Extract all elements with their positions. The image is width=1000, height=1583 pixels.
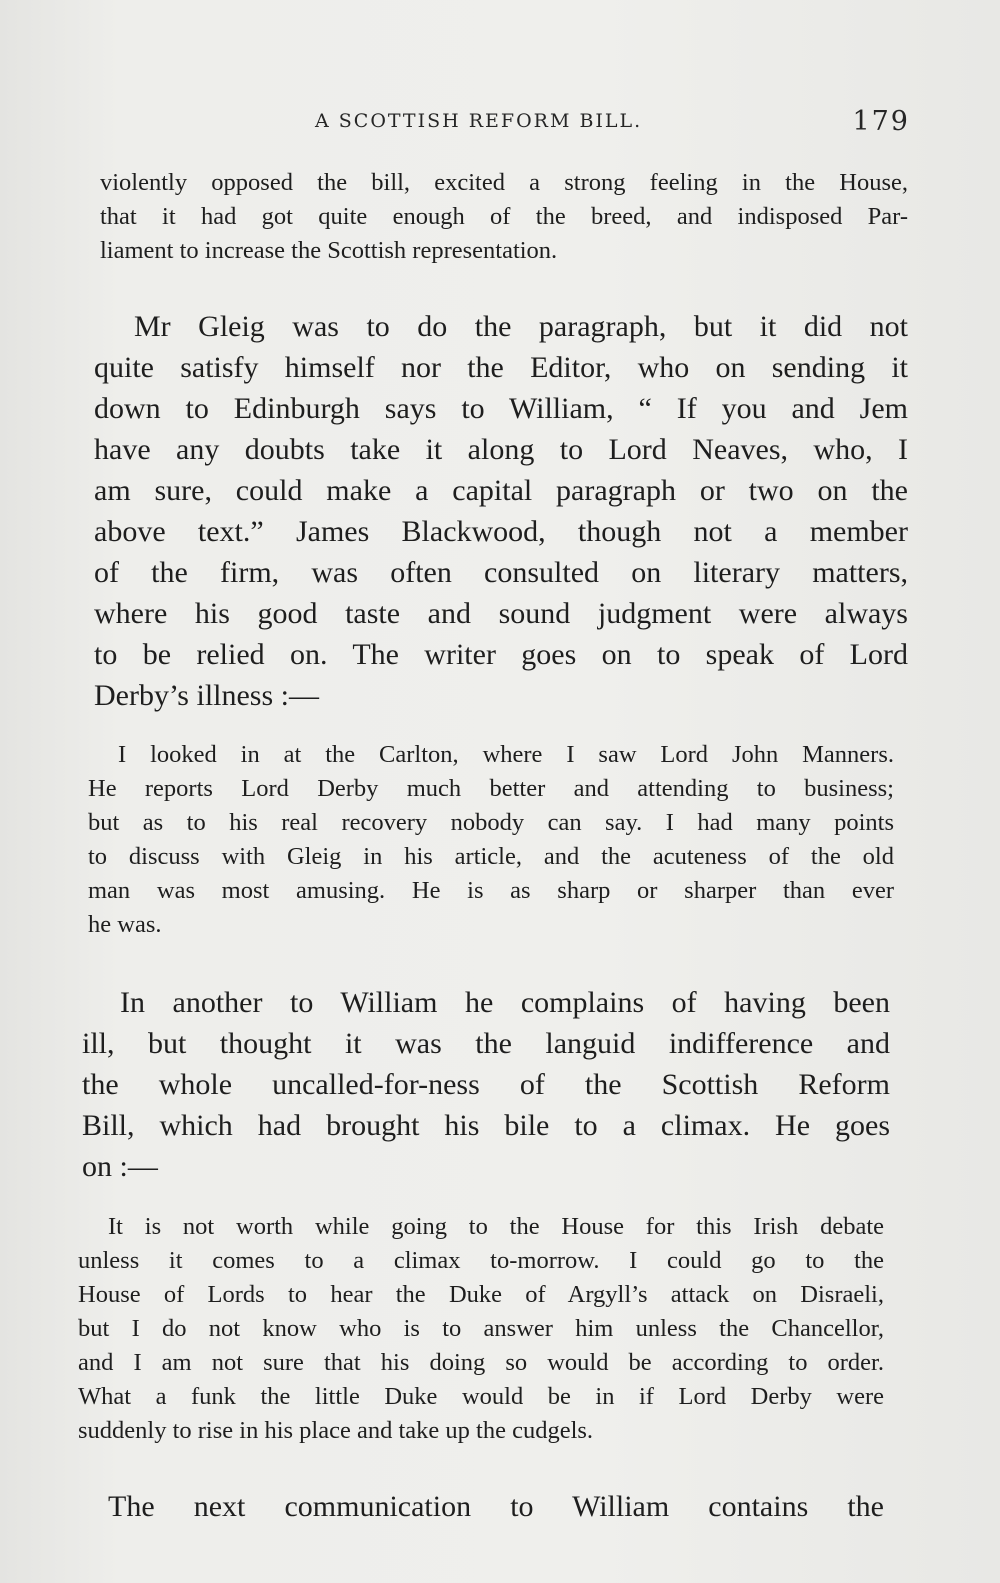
text-line: liament to increase the Scottish representation.: [100, 237, 558, 264]
text-line: House of Lords to hear the Duke of Argyll’s attack on Disraeli,: [78, 1281, 884, 1308]
text-line: I looked in at the Carlton, where I saw Lord John Manners.: [118, 741, 894, 768]
text-line: the whole uncalled-for-ness of the Scottish Reform: [82, 1068, 890, 1101]
text-line: on :—: [82, 1150, 158, 1183]
text-line: Mr Gleig was to do the paragraph, but it did not: [134, 310, 908, 343]
text-line: am sure, could make a capital paragraph or two on the: [94, 474, 908, 507]
text-line: man was most amusing. He is as sharp or sharper than ever: [88, 877, 894, 904]
text-line: Derby’s illness :—: [94, 679, 319, 712]
paragraph-next-communication: [74, 1486, 884, 1527]
text-line: to discuss with Gleig in his article, and the acuteness of the old: [88, 843, 894, 870]
text-line: he was.: [88, 911, 162, 938]
text-line: but as to his real recovery nobody can say. I had many points: [88, 809, 894, 836]
text-line: ill, but thought it was the languid indifference and: [82, 1027, 890, 1060]
text-line: violently opposed the bill, excited a strong feeling in the House,: [100, 169, 908, 196]
paragraph-william: [82, 982, 890, 1187]
text-line: where his good taste and sound judgment were always: [94, 597, 908, 630]
text-line: He reports Lord Derby much better and attending to business;: [88, 775, 894, 802]
text-line: to be relied on. The writer goes on to speak of Lord: [94, 638, 908, 671]
text-line: What a funk the little Duke would be in if Lord Derby were: [78, 1383, 884, 1410]
text-line: above text.” James Blackwood, though not a member: [94, 515, 908, 548]
text-line: Bill, which had brought his bile to a climax. He goes: [82, 1109, 890, 1142]
text-line: down to Edinburgh says to William, “ If you and Jem: [94, 392, 908, 425]
page-header: [100, 106, 910, 142]
text-line: unless it comes to a climax to-morrow. I could go to the: [78, 1247, 884, 1274]
paragraph-continuation: [100, 166, 908, 268]
paragraph-gleig: [94, 306, 908, 716]
text-line: In another to William he complains of having been: [120, 986, 890, 1019]
block-quote-carlton: [88, 738, 894, 942]
text-line: but I do not know who is to answer him unless the Chancellor,: [78, 1315, 884, 1342]
text-line: of the firm, was often consulted on literary matters,: [94, 556, 908, 589]
block-quote-irish-debate: [78, 1210, 884, 1448]
text-line: quite satisfy himself nor the Editor, who on sending it: [94, 351, 908, 384]
text-line: suddenly to rise in his place and take up the cudgels.: [78, 1417, 594, 1444]
page-number: 179: [852, 106, 910, 137]
text-line: that it had got quite enough of the breed, and indisposed Par-: [100, 203, 908, 230]
text-line: and I am not sure that his doing so would be according to order.: [78, 1349, 884, 1376]
text-line: It is not worth while going to the House for this Irish debate: [108, 1213, 884, 1240]
running-title: A SCOTTISH REFORM BILL.: [315, 110, 643, 132]
text-line: The next communication to William contains the: [108, 1490, 884, 1523]
text-line: have any doubts take it along to Lord Neaves, who, I: [94, 433, 908, 466]
